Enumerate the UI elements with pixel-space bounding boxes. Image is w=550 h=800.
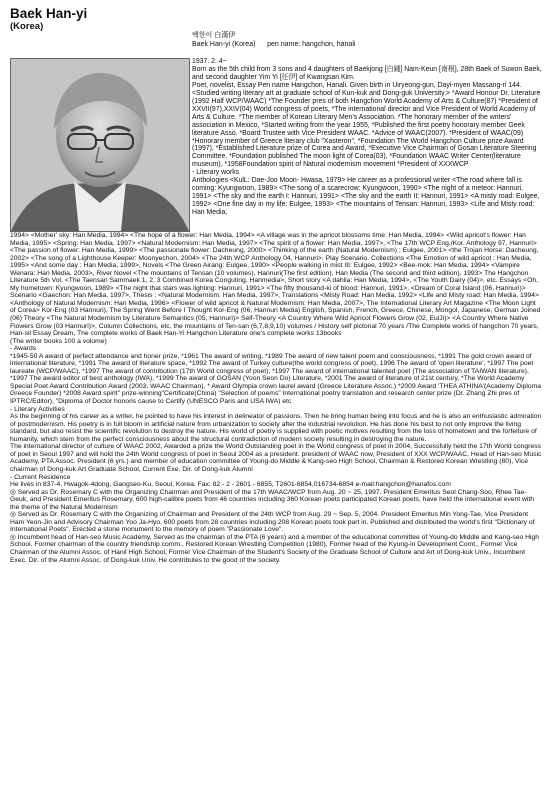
pen-name-line: Baek Han-yi (Korea) pen name: hangchon, hanali [192, 41, 356, 48]
author-heading [10, 6, 87, 32]
residence-heading: - Current Residence [10, 473, 71, 481]
residence-text: He lives in 837-4, Hwagok-4dong, Gangseo-Ku, Seoul, Korea. Fax: 82 - 2 - 2601 - 6855, T2601-6854,016734-6854 e-mail:hangchon@hanafos.com [10, 481, 451, 489]
writer-books-note: (The writer books 100 a volume) [10, 337, 107, 345]
literary-works-continued: 1994> <Mother' sky: Han Media, 1994> <The hope of a flower: Han Media, 1994> <A village was in the apricot blossoms time: Han Media, 1994> <Wild apricot's flower: Han Media, 1995> <Spring: Han Media, 1997> <Natural Modernism: Han Media, 1997> <The spirit of a flower: Han Media, 1997>, <The 17th WCP Eng./Kor. Anthology 97, Hannuri> <The passion of flower: Han Media, 1999> <The passionate flower: Dacheung, 2000> <Thinking of the earth (Natural Modernism) ; Eulgee, 2001> <the Trojan Horse: Dacheung, 2002> <The song of a Lighthouse Keeper: Moonyechon, 2004> <The 24th WCP Anthology 04, Hannuri>. Play Scenario. Collections <The Emotion of wild apricot : Han Media, 1995> <And some day : Han Media, 1999>, Novels <The Green Airang: Eulgee, 1990> <People walking in mist III: Eulgee, 1992> <Bee-mok: Han Media, 1994> <Vampire Wenara: Han Media, 2003>, River Novel <The mountains of Tensan (10 volumes), Hannuri(The first edition), Han Media (The second and third edition), 1993> The Hangchon Literature 5th Vol. <The Taensan Sammaek 1, 2, 3 Combined Korea Conguting, Hanmedia>, Short story <A dahlia: Han Media, 1994>, <The Youth Dairy (04)>, etc. Essays <Oh, My hometown: Kyungwoon, 1989> <The night that stars was lighting: Hannuri, 1991> <The fifty thousand-ki of blood: Hannuri, 1991>, <Dream of Coral Island (06, Hannuri)> Scenario <Gaechon: Han Media, 1997>, Thesis : <Natural Modernism: Han Media, 1997>, Translations <Misty Road: Han Media, 1992> <Life and Misty road: Han Media, 1994> <Anthology of Natural Modernism: Han Media, 1996> <Flower of wild apricot & Natural Modernism: Han Media, 2007>, The International Literary Art Magazine <The Moon Light of Corea> Kor-Eng (03 Hannuri), The Spring Went Before I Thought Kor-Eng (06, Hannuri Media) English, Spanish, French, Greece, Chinese, Mongol, Japanese, German Joined (06) Theory <The Natural Modernism by Literature Semantics (05, Hannuri)> Self-Theory <A Country Where Wild Apricot Flowers Grow (02, EulJi)> <A Country Where Native Flowers Grow (03 Hannuri)>, Column Collections, etc. the mountains of Ten-san (6,7,8,9,10) volumes / History self pictorial 70 years /The Complete works of hangchon 70 years, Han-sil Essay Dream, The complete works of Baek Han-Yi Hangchon Literature one's complete works 13books [10, 232, 541, 338]
awards-list: *1945-50 A award of perfect attendance and honer prize, *1961 The award of writing, *1989 The award of new talent poem and consciousness, *1991 The gold crown award of international literature, *1991 The award of literature space, *1992 The award of Turkey culture(the world congress of poet), 1996 The award of 'open literature', *1997 The poet laureate (WCP/WAAC), *1997 The award of contribution (17th World congress of poet), *1997 The award of international talented poet (The association of TAIWAN literature), *1997 The award editor of best anthology (IWA), *1999 The award of GOSAN (Yoon Seon Do) Literature, *2001 The award of literature of 21st century, *The World Academy Special Poet Award Contribution Award (2003, WAAC Chairman), * Award Olympia crown laurel award (Greece Literature Assoc.) *2009 Award 'THEA ATHINA'(Academy Diploma Greece Founder) *2008 Award spirit" prize-winning"Certificate(China) "Selection of poems" International poetry translation and research center prize (Dr. Zhang Zhi pres of IPTRC/Editor), "Diploma of Doctor honoris cause to Certify (UNESCO Paris and USA IWA) etc [10, 352, 542, 406]
portrait-image [11, 59, 189, 231]
literary-activities-heading: - Literary Activities [10, 405, 65, 413]
korean-name: 백한이 白漢伊 [192, 32, 236, 39]
career-summary: Poet, novelist, Essay Pen name Hangchon, Hanali. Given birth in Uiryeong-gun, Dayi-myen Massang-ri 144. <Studied writing literary art at graduate school of Kun-kuk and Dong-guk University.> *Award Honour Dr. Literature (1992 Half WCP/WAAC) *The Founder pres of both Hangchon World Academy of Arts & Culture(87) *President of XXVII(97),XXIV(04) World congress of poets, *The international director and Vice President of World Academy of Arts & Culture. *The member of Korean Literary Men's Association. *The honorary member of the writers' association in Mexico, *Started writing from the year 1955, *Published the first poetry honorary member Geek literature Asso. *Board Trustee with Vice President WAAC. *Advice of WAAC(2007). *President of WAAC(09) *Honorary member of Greece literary club "Xasteron", *Foundation The World Hangchon Culture prize Award (1997), *Established Literature prize of Corea and Award, *Executive Vice Chairman of Gosan Literature Steering Committee. *Foundation published The moon light of Corea(03), *Foundation WAAC Writer Center(literature museum), *1958Foundation spirit of Natural modernism movement *President of XXXWCP [192, 81, 541, 169]
positions-text: The international director of culture of WAAC 2002, Awarded a prize the World Outstanding poet in the World congress of poet in 2004, Successfully held the 17th World congress of poet in Seoul 1997 and will hold the 24th World congress of poet in Seoul 2004 as a president. president of WAAC now, President of XXX WCP/WAAC, Head of Han-seo Music Academy, PTA Assoc. President (6 yrs.) and member of education committee of Young-do Middle & Kang-seo High School, Chairman & Restored Korean Wrestling (80), Vice chairman of Dong-kuk Art Graduate School, Current Exe. Dir. of Dong-kuk Alumni [10, 443, 542, 473]
literary-works-heading: - Literary works [192, 169, 240, 177]
awards-heading: - Awards [10, 345, 37, 353]
birth-date: 1937. 2. 4~ [192, 58, 227, 65]
birth-info: Born as the 5th child from 3 sons and 4 daughters of Baekjong [白鍾] Nam-Keun [南根], 28th Baek of Suwon Baek, and second daughter Yim Yi [任伊] of Kwangsan Kim. [192, 65, 542, 81]
author-photo [10, 58, 190, 232]
author-country: (Korea) [10, 21, 44, 32]
served-1997: ◎ Served as Dr. Rosemary C with the Organizing Chairman and President of the 17th WAAC/WCP from Aug. 20 ~ 25, 1997. President Emeritus Seol Chang-Soo, Rhee Tae-Geuk, and President Emeritus Rosemary, 600 high-calibre poets from 46 countries including 360 Korean poets participated Korean poets, have held the international event with the theme of the Natural Modernism [10, 488, 535, 511]
literary-works-start: Anthologies <KulL: Dae-Joo Moon- Hwasa, 1979> He career as a professional writer <The road where fall is coming: Kyungwoon, 1989> <The song of a scarecrow: Kyungwoon, 1990> <The night of a meteor: Hannuri, 1991> <The sky and the earth I: Hannuri, 1991> <The sky and the earth II: Hannuri, 1991> <A misty road: Eulgee, 1992> <One fine day in my life: Eulgee, 1993> <The mountains of Tensan: Hannuri, 1993> <Life and Misty road: Han Media, [192, 177, 540, 217]
author-name: Baek Han-yi [10, 6, 88, 21]
literary-activities-text: As the beginning of his career as a writer, he pointed to have his interest in delineator of passions. Then he bring human being into focus and he is also an enthusiastic admiration of postmodernism. His poetry is in full bloom in artificial nature from urbanization to society after the industrial revolution. He has done his best to not only improve the living standard, but also resist the scientific revolution to destroy the nature. His world of poetry is supplied with poetic motives resulting from the loss of hometown and the forfeiture of humanity, which stem from the perfect consciousness about the structural contradiction of modern society resulting in destroying the nature. [10, 413, 542, 443]
bio-full-section [10, 232, 542, 564]
bio-top-section [192, 58, 542, 217]
incumbent-roles: ◎ Incumbent head of Han-seo Music Academy, Served as the chairman of the PTA (6 years) and a member of the educational committee of Young-do Middle and Kang-seo High School. Former chairman of the country friendship comm., Restored Korean Wrestling Competition (1980), Former head of the Kyung-in Development Comt., Former Vice Chairman of the Alumni Assoc. of Hanil High School, Former Vice Chairman of the Student's Society of the Graduate School of Culture and Art of Dong-kuk Univ., Incumbent Exec. Dir. of the Alumni Assoc. of Dong-kuk Univ. He contributes to the good of the society. [10, 533, 540, 564]
served-2004: ◎ Served as Dr. Rosemary C with the Organizing of Chairman and President of the 24th WCP from Aug. 29 ~ Sep. 5, 2004. President Emeritus Min Yong-Tae, Vice President Ham Yeon-Jin and Advisory Chairman Yoo Ja-Hyo. 600 poets from 28 countries including 208 Korean poets took part in. Published and distributed the world's first "Dictionary of International Poets". Erected a stone monument to the memory of poem "Passionate Love". [10, 511, 535, 534]
